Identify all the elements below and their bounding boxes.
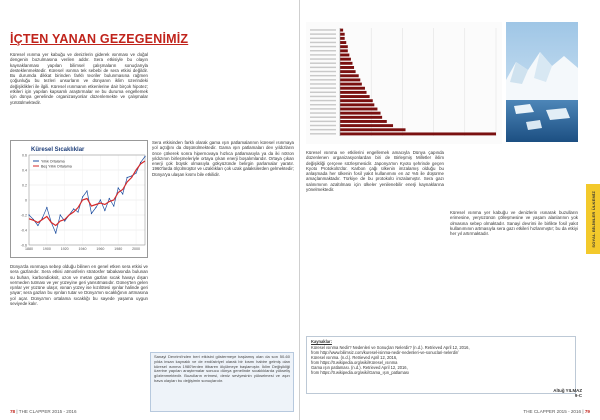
bar [340,37,345,40]
data-point [28,214,29,215]
data-point [122,193,123,194]
category-label-placeholder [310,129,336,130]
category-label-placeholder [310,42,336,43]
side-tab-label: SOYAL BİLİMLER ÜLKEMİZ [590,190,596,248]
x-tick-label: 1920 [60,247,69,251]
effects-paragraph: Küresel ısınma yer kabuğu ve denizlerin ısınarak buzulların erimesine, yeryüzünün çölleşmesine ve yaşam alanlarının yok olmasına sebep olmaktadır. Sanayi devrimi ile birlikte fosil yakıt kullanımının artmasıyla sera gazı etkileri hızlanmıştır; bu da etkiyi her yıl artırmaktadır. [450,210,578,237]
legend-label: Yıllık Ortalama [41,159,65,164]
left-footer-label: THE CLAPPER 2015 - 2016 [18,409,77,414]
category-label-placeholder [310,50,336,51]
data-point [37,225,38,226]
bar [340,87,365,90]
x-tick-label: 1940 [78,247,87,251]
bar [340,99,373,102]
category-label-placeholder [310,100,336,101]
category-label-placeholder [310,112,336,113]
melting-ice-photo [506,22,578,142]
bar [340,62,352,65]
x-tick-label: 1900 [42,247,51,251]
bar [340,124,393,127]
middle-column-paragraph: Sera etkisinden farklı olarak gama ışın patlamalarının küresel ısınmaya yol açtığını da düşünülmektedir. Gama ışın patlamaları dev yıldızların önce çökerek sonra hipernovaya hızlıca patlamasıyla ya da iki nötron yıldızının birleşmeleriyle ortaya çıkan enerji boşalımlarıdır. Ortaya çıkan enerji çok büyük olmasıyla gökyüzünde belirgin parlamalar yaratır. 1960'larda ölçülmüştür ve uzaklıkları çok uzak galaksilerden gelmektedir; Dünya'ya ulaşan kısmı bile etkilidir. [152,140,294,177]
article-title: İÇTEN YANAN GEZEGENİMİZ [10,32,189,46]
bar [340,74,359,77]
data-point [100,199,101,200]
bar [340,103,374,106]
bar [340,49,348,52]
kyoto-paragraph: Küresel ısınma ve etkilerini engellemek amacıyla Dünya çapında düzenlenen organizasyonlardan biri de Birleşmiş Milletler iklim değişikliği çerçeve sözleşmesidir. Japonya'nın Kyoto şehrinde geçen Kyoto Protokolü'dür. Karbon çağı ülkenin imzalamış olduğu bu anlaşmada her ülkenin fosil yakıt kullanımını en az %5 ile düşürme amaçlanmaktadır. Türkiye de bu protokolü imzalamıştır. Sera gazı salınımının azaltılması için ülkeler yenilenebilir enerji kaynaklarına yönelmektedir. [306,150,444,193]
category-label-placeholder [310,125,336,126]
bar [340,45,348,48]
data-point [82,196,83,197]
data-point [127,177,128,178]
left-footer: 78 | THE CLAPPER 2015 - 2016 [10,409,77,414]
temperature-chart-svg [11,141,149,259]
bar [340,78,360,81]
data-point [140,162,141,163]
source-line: Küresel ısınma. (n.d.). Retrieved April 12, 2016, [311,355,398,360]
sources-heading: Kaynaklar: [311,339,332,344]
right-page [300,0,600,420]
category-label-placeholder [310,71,336,72]
bar [340,95,370,98]
x-tick-label: 1880 [25,247,33,251]
source-line: from https://tr.wikipedia.org/wiki/Gama_ışın_patlaması [311,370,410,375]
right-column-b [450,210,578,238]
ice-photo-svg [506,22,578,142]
category-label-placeholder [310,75,336,76]
category-label-placeholder [310,116,336,117]
bar [340,91,367,94]
author-class: 9-C [574,393,582,399]
bar [340,70,356,73]
right-column-a [306,150,444,194]
bar [340,54,349,57]
category-label-placeholder [310,108,336,109]
category-label-placeholder [310,83,336,84]
bar [340,66,354,69]
data-point [109,198,110,199]
x-tick-label: 1980 [114,247,123,251]
sources-box [306,336,576,394]
category-label-placeholder [310,33,336,34]
x-tick-label: 1960 [96,247,105,251]
category-label-placeholder [310,104,336,105]
data-point [64,220,65,221]
category-label-placeholder [310,121,336,122]
data-point [42,217,43,218]
intro-text: Küresel ısınma yer kabuğu ve denizlerin giderek ısınması ve doğal dengenin bozulmasına verilen addır. Sera etkisiyle bu olayın kaynaklanması yapılan bilimsel çalışmaların sonuçlarıyla desteklenmektedir. Küresel ısınma tek sebebi de sera etkisi değildir. Bu durumda dikkat birinden farklı teoriler bulunmasına rağmen çoğunluğu bu tezleri unsurların ve dünyanın iklim üzerindeki değişiklikleri ile ilgili. Küresel ısınmanın etkenlerine dair birçok hipotez; etkileri için yapılan kapsamlı araştırmalar ve bu duruma engellemek için dünya genelinde organizasyonlar düzenlemekte ve çalışmalar yürütülmektedir. [10,52,148,105]
data-point [55,232,56,233]
data-point [60,214,61,215]
bar [340,132,496,135]
category-label-placeholder [310,67,336,68]
y-tick-label: -0.4 [20,228,27,233]
data-point [46,207,47,208]
middle-column-text [152,140,294,179]
y-tick-label: 0.4 [22,168,27,173]
category-label-placeholder [310,46,336,47]
category-label-placeholder [310,29,336,30]
y-tick-label: 0.6 [22,153,27,158]
source-line: Küresel ısınma Nedir? Nedenleri ve Sonuçları Nelerdir? (n.d.). Retrieved April 12, 2016, [311,345,470,350]
bar-chart-svg [306,22,502,144]
section-side-tab [586,184,600,254]
left-column-bottom-text [10,264,148,308]
x-tick-label: 2000 [132,247,141,251]
category-label-placeholder [310,133,336,134]
data-point [86,190,87,191]
bar [340,33,345,36]
emissions-bar-chart [306,22,502,144]
source-line: from https://tr.wikipedia.org/wiki/Küresel_ısınma [311,360,398,365]
source-line: Gama ışın patlaması. (n.d.). Retrieved April 12, 2016, [311,365,408,370]
category-label-placeholder [310,87,336,88]
bar [340,108,377,111]
author-name: Altuğ YILMAZ [553,388,582,393]
data-point [95,207,96,208]
data-point [135,172,136,173]
info-box [150,352,294,412]
chart-title: Küresel Sıcaklıklar [31,147,85,153]
info-box-text: Sanayi Devrimi'nden beri etkisini göstermeye başlamış olan da son 50-60 yılda insan kaynaklı ve de endüstriyel olarak bir kısmı habire gelmiş olan küresel ısınma 1980'lerden itibaren ölçülmeye başlamıştır. İklim Değişikliği üzerine yapılan araştırmalar sonucu dünya genelinde sıcaklıklarda yükseliş gözlenmektedir. Buzulların erimesi, deniz seviyesinin yükselmesi ve aşırı hava olayları bu değişimin sonuçlarıdır. [154,354,290,383]
bar [340,29,343,32]
category-label-placeholder [310,38,336,39]
data-point [104,210,105,211]
category-label-placeholder [310,58,336,59]
category-label-placeholder [310,62,336,63]
series-line-2 [29,161,145,226]
category-label-placeholder [310,54,336,55]
bar [340,128,406,131]
bar [340,41,346,44]
right-page-number: 79 [584,409,590,414]
bar [340,112,381,115]
y-tick-label: -0.6 [20,243,27,248]
data-point [91,213,92,214]
right-footer-label: THE CLAPPER 2015 - 2016 [523,409,582,414]
intro-paragraph [10,52,148,107]
category-label-placeholder [310,92,336,93]
data-point [118,187,119,188]
source-line: from http://www.bilimsiz.com/kuresel-isinma-nedir-nedenleri-ve-sonuclari-nelerdir/ [311,350,459,355]
left-page-number: 78 [10,409,16,414]
bar [340,116,382,119]
right-footer: THE CLAPPER 2015 - 2016 | 79 [523,409,590,414]
data-point [144,156,145,157]
category-label-placeholder [310,96,336,97]
bar [340,83,362,86]
greenhouse-paragraph: Dünya'da ısınmaya sebep olduğu bilinen en genel etken sera etkisi ve sera gazlarıdır. Sera etkisi atmosferin stratosfer tabakasında bulunan su buharı, karbondioksit, ozon ve metan gazları sıcak havayı dışarı vermeden tutması ve yer yüzeyine geri yansıtmasıdır. Güneş'ten gelen ışınlar yer yüzüne ulaşır, ısınan yüzey ise kızılötesi ışınlar halinde geri yayar; sera gazları bu ışınları tutar ve Dünya'nın sıcaklığının artmasına yol açar. Dünya'nın ortalama sıcaklığı bu sayede yaşama uygun seviyede kalır. [10,264,148,307]
data-point [113,205,114,206]
category-label-placeholder [310,79,336,80]
author-signature [553,388,582,398]
legend-label: Beş Yıllık Ortalama [41,164,72,169]
global-temperature-chart [10,140,148,258]
y-tick-label: 0 [25,198,27,203]
bar [340,120,387,123]
data-point [77,211,78,212]
data-point [73,208,74,209]
y-tick-label: -0.2 [20,213,27,218]
y-tick-label: 0.2 [22,183,27,188]
bar [340,58,351,61]
